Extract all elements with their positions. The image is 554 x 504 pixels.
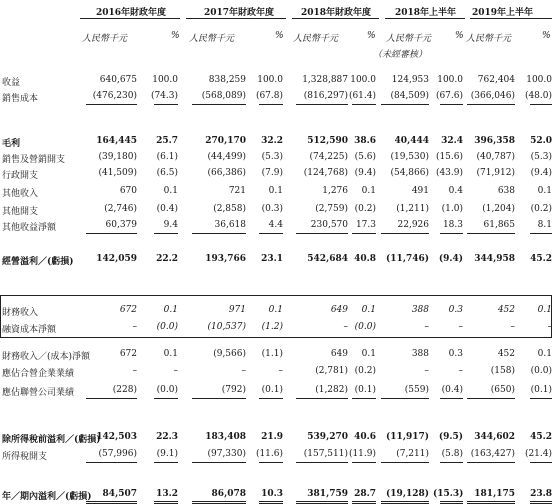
subtotal-underline bbox=[296, 233, 348, 234]
header-underline bbox=[470, 18, 552, 19]
amount-cell: (2,858) bbox=[213, 204, 246, 214]
period-header-2019h1: 2019年上半年 bbox=[472, 8, 534, 18]
amount-cell: (366,046) bbox=[470, 91, 515, 101]
amount-cell: 142,059 bbox=[96, 254, 137, 264]
amount-cell: 539,270 bbox=[307, 432, 348, 442]
subtotal-underline bbox=[192, 104, 246, 105]
percent-cell: (9.4) bbox=[530, 168, 552, 178]
percent-cell: 25.7 bbox=[156, 136, 178, 146]
amount-cell: (7,211) bbox=[396, 449, 429, 459]
subtotal-underline bbox=[86, 104, 137, 105]
percent-cell: 100.0 bbox=[526, 75, 552, 85]
subtotal-underline bbox=[259, 104, 283, 105]
amount-cell: 381,759 bbox=[307, 489, 348, 499]
percent-cell: 0.1 bbox=[361, 186, 376, 196]
percent-cell: (1.2) bbox=[261, 322, 283, 332]
percent-cell: – bbox=[173, 366, 178, 376]
percent-cell: 0.1 bbox=[163, 305, 178, 315]
amount-cell: (11,917) bbox=[386, 432, 429, 442]
percent-cell: 52.0 bbox=[530, 136, 552, 146]
percent-cell: (0.4) bbox=[156, 204, 178, 214]
subtotal-underline bbox=[296, 398, 348, 399]
subtotal-underline bbox=[440, 398, 463, 399]
amount-cell: 640,675 bbox=[99, 75, 137, 85]
period-header-2016: 2016年財政年度 bbox=[96, 8, 167, 18]
amount-cell: (124,768) bbox=[303, 168, 348, 178]
amount-cell: 649 bbox=[330, 305, 348, 315]
percent-cell: 0.1 bbox=[361, 305, 376, 315]
subtotal-underline bbox=[352, 462, 376, 463]
percent-cell: (0.1) bbox=[261, 385, 283, 395]
percent-cell: – bbox=[547, 322, 552, 332]
amount-cell: (39,180) bbox=[98, 152, 137, 162]
table-row bbox=[0, 449, 554, 463]
table-row bbox=[0, 432, 554, 446]
amount-cell: – bbox=[343, 322, 348, 332]
header-underline bbox=[292, 18, 379, 19]
percent-cell: 100.0 bbox=[437, 75, 463, 85]
table-row bbox=[0, 322, 554, 336]
percent-cell: 0.1 bbox=[361, 349, 376, 359]
amount-cell: 396,358 bbox=[474, 136, 515, 146]
amount-cell: (19,530) bbox=[390, 152, 429, 162]
amount-cell: 36,618 bbox=[214, 220, 246, 230]
amount-cell: 512,590 bbox=[307, 136, 348, 146]
percent-cell: – bbox=[278, 366, 283, 376]
percent-cell: (0.1) bbox=[354, 385, 376, 395]
percent-cell: – bbox=[458, 366, 463, 376]
amount-cell: – bbox=[132, 322, 137, 332]
pct-label: % bbox=[367, 31, 376, 41]
subtotal-underline bbox=[467, 462, 515, 463]
percent-cell: 0.3 bbox=[448, 349, 463, 359]
pct-label: % bbox=[275, 31, 284, 41]
percent-cell: (0.3) bbox=[261, 204, 283, 214]
amount-cell: (228) bbox=[112, 385, 137, 395]
percent-cell: (5.3) bbox=[530, 152, 552, 162]
header-underline bbox=[186, 18, 286, 19]
amount-cell: 142,503 bbox=[96, 432, 137, 442]
percent-cell: 32.2 bbox=[261, 136, 283, 146]
amount-cell: (44,499) bbox=[207, 152, 246, 162]
percent-cell: (15.6) bbox=[435, 152, 463, 162]
percent-cell: (9.4) bbox=[354, 168, 376, 178]
percent-cell: 0.1 bbox=[268, 186, 283, 196]
percent-cell: 32.4 bbox=[441, 136, 463, 146]
percent-cell: 0.3 bbox=[448, 305, 463, 315]
amount-cell: 344,602 bbox=[474, 432, 515, 442]
unit-label: 人民幣千元 bbox=[189, 34, 235, 44]
percent-cell: 0.1 bbox=[537, 305, 552, 315]
row-label: 行政開支 bbox=[2, 171, 39, 181]
percent-cell: (67.6) bbox=[435, 91, 463, 101]
row-label: 其他開支 bbox=[2, 207, 39, 217]
amount-cell: (476,230) bbox=[92, 91, 137, 101]
amount-cell: 61,865 bbox=[483, 220, 515, 230]
subtotal-underline bbox=[530, 233, 552, 234]
percent-cell: 17.3 bbox=[355, 220, 376, 230]
percent-cell: (5.6) bbox=[354, 152, 376, 162]
percent-cell: (43.9) bbox=[435, 168, 463, 178]
percent-cell: 0.1 bbox=[537, 186, 552, 196]
subtotal-underline bbox=[259, 462, 283, 463]
amount-cell: 491 bbox=[411, 186, 429, 196]
amount-cell: 971 bbox=[228, 305, 246, 315]
row-label: 財務收入 bbox=[2, 308, 39, 318]
percent-cell: 45.2 bbox=[530, 254, 552, 264]
unit-label: 人民幣千元 bbox=[293, 34, 339, 44]
amount-cell: 452 bbox=[497, 305, 515, 315]
subtotal-underline bbox=[530, 398, 552, 399]
amount-cell: 344,958 bbox=[474, 254, 515, 264]
percent-cell: (0.1) bbox=[530, 385, 552, 395]
table-row bbox=[0, 385, 554, 399]
amount-cell: (11,746) bbox=[386, 254, 429, 264]
subtotal-underline bbox=[352, 398, 376, 399]
amount-cell: 1,328,887 bbox=[302, 75, 348, 85]
amount-cell: 164,445 bbox=[96, 136, 137, 146]
percent-cell: (11.6) bbox=[255, 449, 283, 459]
amount-cell: 638 bbox=[497, 186, 515, 196]
subtotal-underline bbox=[440, 233, 463, 234]
amount-cell: (41,509) bbox=[98, 168, 137, 178]
table-row bbox=[0, 220, 554, 234]
percent-cell: (0.0) bbox=[530, 366, 552, 376]
percent-cell: (9.1) bbox=[156, 449, 178, 459]
amount-cell: 452 bbox=[497, 349, 515, 359]
percent-cell: (1.1) bbox=[261, 349, 283, 359]
amount-cell: (1,204) bbox=[482, 204, 515, 214]
table-row bbox=[0, 366, 554, 380]
subtotal-underline bbox=[296, 104, 348, 105]
subtotal-underline bbox=[192, 462, 246, 463]
percent-cell: (7.9) bbox=[261, 168, 283, 178]
table-row bbox=[0, 186, 554, 200]
percent-cell: (0.2) bbox=[354, 204, 376, 214]
subtotal-underline bbox=[352, 233, 376, 234]
amount-cell: 181,175 bbox=[474, 489, 515, 499]
percent-cell: 0.4 bbox=[448, 186, 463, 196]
percent-cell: (0.0) bbox=[156, 385, 178, 395]
percent-cell: 22.2 bbox=[156, 254, 178, 264]
percent-cell: (6.1) bbox=[156, 152, 178, 162]
amount-cell: (84,509) bbox=[390, 91, 429, 101]
percent-cell: 0.1 bbox=[268, 305, 283, 315]
amount-cell: – bbox=[241, 366, 246, 376]
amount-cell: (71,912) bbox=[476, 168, 515, 178]
amount-cell: (157,511) bbox=[303, 449, 348, 459]
period-header-2018: 2018年財政年度 bbox=[301, 8, 372, 18]
amount-cell: (9,566) bbox=[213, 349, 246, 359]
percent-cell: (5.8) bbox=[441, 449, 463, 459]
subtotal-underline bbox=[259, 233, 283, 234]
percent-cell: (0.4) bbox=[441, 385, 463, 395]
row-label: 經營溢利／(虧損) bbox=[2, 257, 74, 267]
subtotal-underline bbox=[530, 104, 552, 105]
row-label: 其他收益淨額 bbox=[2, 223, 57, 233]
table-row bbox=[0, 349, 554, 363]
table-row bbox=[0, 75, 554, 89]
amount-cell: (40,787) bbox=[476, 152, 515, 162]
row-label: 收益 bbox=[2, 78, 21, 88]
percent-cell: (48.0) bbox=[524, 91, 552, 101]
subtotal-underline bbox=[467, 104, 515, 105]
percent-cell: (6.5) bbox=[156, 168, 178, 178]
amount-cell: (163,427) bbox=[470, 449, 515, 459]
amount-cell: 672 bbox=[119, 349, 137, 359]
row-label: 其他收入 bbox=[2, 189, 39, 199]
amount-cell: (54,866) bbox=[390, 168, 429, 178]
table-row bbox=[0, 254, 554, 268]
amount-cell: (10,537) bbox=[207, 322, 246, 332]
amount-cell: 124,953 bbox=[391, 75, 429, 85]
row-label: 應佔合營企業業績 bbox=[2, 369, 75, 379]
table-row bbox=[0, 305, 554, 319]
subtotal-underline bbox=[381, 104, 429, 105]
subtotal-underline bbox=[259, 398, 283, 399]
percent-cell: (61.4) bbox=[348, 91, 376, 101]
pct-label: % bbox=[455, 31, 464, 41]
amount-cell: (2,759) bbox=[315, 204, 348, 214]
unaudited-label: （未經審核） bbox=[373, 50, 428, 60]
amount-cell: (19,128) bbox=[386, 489, 429, 499]
amount-cell: 670 bbox=[119, 186, 137, 196]
amount-cell: (74,225) bbox=[309, 152, 348, 162]
subtotal-underline bbox=[296, 462, 348, 463]
period-header-2017: 2017年財政年度 bbox=[204, 8, 275, 18]
amount-cell: 721 bbox=[228, 186, 246, 196]
amount-cell: (2,781) bbox=[315, 366, 348, 376]
percent-cell: 4.4 bbox=[268, 220, 283, 230]
percent-cell: (67.8) bbox=[255, 91, 283, 101]
unit-label: 人民幣千元 bbox=[386, 34, 432, 44]
amount-cell: (792) bbox=[221, 385, 246, 395]
amount-cell: 40,444 bbox=[394, 136, 429, 146]
amount-cell: 22,926 bbox=[397, 220, 429, 230]
subtotal-underline bbox=[440, 462, 463, 463]
row-label: 銷售及營銷開支 bbox=[2, 155, 66, 165]
percent-cell: (21.4) bbox=[524, 449, 552, 459]
table-row bbox=[0, 204, 554, 218]
amount-cell: – bbox=[132, 366, 137, 376]
header-underline bbox=[80, 18, 180, 19]
unit-label: 人民幣千元 bbox=[466, 34, 512, 44]
subtotal-underline bbox=[530, 462, 552, 463]
percent-cell: 40.6 bbox=[354, 432, 376, 442]
row-label: 所得稅開支 bbox=[2, 452, 48, 462]
percent-cell: 10.3 bbox=[261, 489, 283, 499]
subtotal-underline bbox=[154, 104, 178, 105]
percent-cell: (9.4) bbox=[438, 254, 463, 264]
subtotal-underline bbox=[86, 233, 137, 234]
percent-cell: (11.9) bbox=[348, 449, 376, 459]
header-underline bbox=[385, 18, 465, 19]
percent-cell: 18.3 bbox=[442, 220, 463, 230]
amount-cell: 270,170 bbox=[205, 136, 246, 146]
subtotal-underline bbox=[440, 104, 463, 105]
percent-cell: 0.1 bbox=[163, 349, 178, 359]
percent-cell: 38.6 bbox=[354, 136, 376, 146]
amount-cell: 649 bbox=[330, 349, 348, 359]
amount-cell: (57,996) bbox=[98, 449, 137, 459]
amount-cell: (97,330) bbox=[207, 449, 246, 459]
percent-cell: 9.4 bbox=[163, 220, 178, 230]
table-row bbox=[0, 168, 554, 182]
percent-cell: 0.1 bbox=[163, 186, 178, 196]
amount-cell: 1,276 bbox=[322, 186, 348, 196]
percent-cell: 23.8 bbox=[530, 489, 552, 499]
unit-label: 人民幣千元 bbox=[82, 34, 128, 44]
table-row bbox=[0, 91, 554, 105]
row-label: 融資成本淨額 bbox=[2, 325, 57, 335]
row-label: 財務收入／(成本)淨額 bbox=[2, 352, 91, 362]
amount-cell: (1,211) bbox=[396, 204, 429, 214]
amount-cell: 183,408 bbox=[205, 432, 246, 442]
subtotal-underline bbox=[381, 462, 429, 463]
pct-label: % bbox=[542, 31, 551, 41]
amount-cell: (568,089) bbox=[201, 91, 246, 101]
amount-cell: 672 bbox=[119, 305, 137, 315]
amount-cell: – bbox=[424, 366, 429, 376]
row-label: 毛利 bbox=[2, 139, 21, 149]
subtotal-underline bbox=[381, 398, 429, 399]
percent-cell: 100.0 bbox=[350, 75, 376, 85]
amount-cell: 193,766 bbox=[205, 254, 246, 264]
subtotal-underline bbox=[154, 462, 178, 463]
percent-cell: 100.0 bbox=[152, 75, 178, 85]
amount-cell: 838,259 bbox=[208, 75, 246, 85]
subtotal-underline bbox=[192, 233, 246, 234]
amount-cell: (816,297) bbox=[303, 91, 348, 101]
row-label: 銷售成本 bbox=[2, 94, 39, 104]
amount-cell: (2,746) bbox=[104, 204, 137, 214]
amount-cell: 542,684 bbox=[307, 254, 348, 264]
percent-cell: 21.9 bbox=[261, 432, 283, 442]
table-row bbox=[0, 152, 554, 166]
amount-cell: (1,282) bbox=[315, 385, 348, 395]
amount-cell: 388 bbox=[411, 305, 429, 315]
table-row bbox=[0, 136, 554, 150]
percent-cell: (15.3) bbox=[433, 489, 464, 499]
percent-cell: 28.7 bbox=[354, 489, 376, 499]
percent-cell: 45.2 bbox=[530, 432, 552, 442]
percent-cell: – bbox=[458, 322, 463, 332]
amount-cell: – bbox=[510, 322, 515, 332]
amount-cell: 388 bbox=[411, 349, 429, 359]
percent-cell: 23.1 bbox=[261, 254, 283, 264]
amount-cell: 60,379 bbox=[105, 220, 137, 230]
percent-cell: 13.2 bbox=[156, 489, 178, 499]
percent-cell: 100.0 bbox=[257, 75, 283, 85]
percent-cell: 22.3 bbox=[156, 432, 178, 442]
amount-cell: 86,078 bbox=[211, 489, 246, 499]
subtotal-underline bbox=[467, 398, 515, 399]
percent-cell: 0.1 bbox=[537, 349, 552, 359]
percent-cell: (0.2) bbox=[530, 204, 552, 214]
amount-cell: (650) bbox=[490, 385, 515, 395]
period-header-2018h1: 2018年上半年 bbox=[395, 8, 457, 18]
percent-cell: 40.8 bbox=[354, 254, 376, 264]
subtotal-underline bbox=[154, 233, 178, 234]
amount-cell: (158) bbox=[490, 366, 515, 376]
row-label: 年／期內溢利／(虧損) bbox=[2, 492, 92, 502]
percent-cell: (0.0) bbox=[354, 322, 376, 332]
subtotal-underline bbox=[352, 104, 376, 105]
row-label: 除所得稅前溢利／(虧損) bbox=[2, 435, 101, 445]
subtotal-underline bbox=[381, 233, 429, 234]
amount-cell: 84,507 bbox=[102, 489, 137, 499]
subtotal-underline bbox=[467, 233, 515, 234]
percent-cell: (9.5) bbox=[438, 432, 463, 442]
subtotal-underline bbox=[192, 398, 246, 399]
amount-cell: 762,404 bbox=[477, 75, 515, 85]
subtotal-underline bbox=[86, 462, 137, 463]
percent-cell: (1.0) bbox=[441, 204, 463, 214]
percent-cell: (5.3) bbox=[261, 152, 283, 162]
subtotal-underline bbox=[86, 398, 137, 399]
amount-cell: 230,570 bbox=[310, 220, 348, 230]
percent-cell: (0.0) bbox=[156, 322, 178, 332]
pct-label: % bbox=[171, 31, 180, 41]
row-label: 應佔聯營公司業績 bbox=[2, 388, 75, 398]
percent-cell: (74.3) bbox=[150, 91, 178, 101]
amount-cell: – bbox=[424, 322, 429, 332]
subtotal-underline bbox=[154, 398, 178, 399]
amount-cell: (559) bbox=[404, 385, 429, 395]
amount-cell: (66,386) bbox=[207, 168, 246, 178]
percent-cell: (0.2) bbox=[354, 366, 376, 376]
percent-cell: 8.1 bbox=[537, 220, 552, 230]
